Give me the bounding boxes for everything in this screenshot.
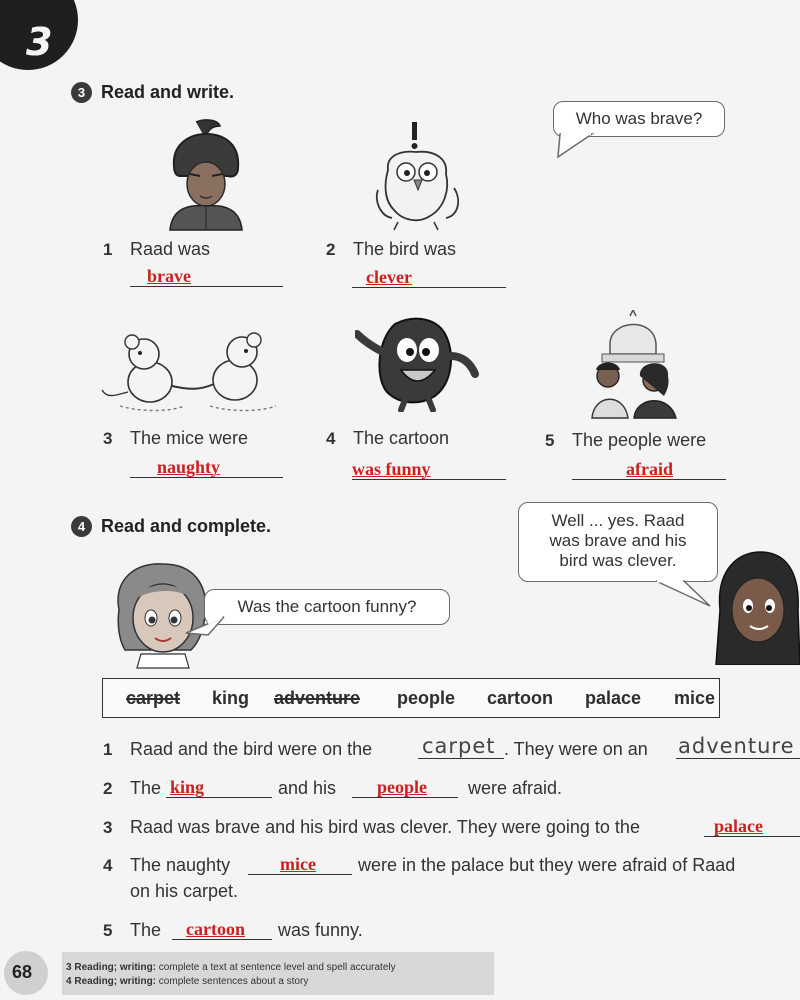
answer-text: mice — [280, 854, 316, 874]
sentence-number: 3 — [103, 818, 113, 837]
footer-band — [62, 952, 494, 995]
speech-bubble-tail — [182, 615, 226, 637]
sentence-number: 2 — [103, 779, 113, 798]
mice-illustration — [100, 320, 285, 415]
sentence-number: 5 — [103, 921, 113, 940]
answer-text: brave — [147, 266, 191, 286]
speech-bubble-line: Well ... yes. Raad — [551, 511, 685, 530]
item-text: The mice were — [130, 428, 249, 448]
item-number: 2 — [326, 240, 336, 259]
answer-text: was funny — [352, 459, 431, 479]
sentence-text: The — [130, 778, 162, 798]
item-text: The bird was — [353, 239, 457, 259]
people-illustration — [590, 310, 700, 420]
answer-text: clever — [366, 267, 412, 287]
sentence-text: was funny. — [278, 920, 363, 940]
sentence-text: on his carpet. — [130, 881, 239, 901]
word-bank-item-king: king — [212, 688, 250, 708]
word-bank-item-mice: mice — [674, 688, 716, 708]
item-number: 4 — [326, 429, 336, 448]
footer-objective-number: 4 — [66, 976, 72, 987]
bird-illustration — [370, 120, 470, 232]
word-bank-item-people: people — [397, 688, 456, 708]
speech-bubble-woman — [518, 502, 718, 582]
word-bank-item-carpet: carpet — [126, 688, 181, 708]
cartoon-illustration — [355, 312, 480, 412]
speech-bubble-line: bird was clever. — [559, 551, 677, 570]
unit-number: 3 — [26, 20, 53, 64]
word-bank-item-palace: palace — [585, 688, 642, 708]
answer-text: naughty — [157, 457, 221, 477]
sentence-text: The — [130, 920, 162, 940]
sentence-text: Raad was brave and his bird was clever. They were going to the — [130, 817, 640, 837]
woman-illustration — [712, 550, 800, 665]
speech-bubble-girl — [204, 589, 450, 625]
sentence-text: were in the palace but they were afraid of Raad — [358, 855, 736, 875]
handwritten-answer: carpet — [422, 734, 496, 758]
answer-text: afraid — [626, 459, 673, 479]
speech-bubble-text: Who was brave? — [575, 109, 703, 128]
item-text: Raad was — [130, 239, 211, 259]
answer-text: cartoon — [186, 919, 245, 939]
exercise-4-number: 4 — [71, 516, 92, 537]
footer-objective-2 — [66, 976, 308, 987]
speech-bubble-tail — [556, 133, 596, 159]
speech-bubble-text: Was the cartoon funny? — [237, 597, 417, 616]
speech-bubble-line: was brave and his — [549, 531, 687, 550]
item-number: 3 — [103, 429, 113, 448]
page-number: 68 — [12, 962, 33, 982]
word-bank-item-adventure: adventure — [274, 688, 361, 708]
item-number: 1 — [103, 240, 113, 259]
exercise-4-title: Read and complete. — [101, 516, 272, 536]
item-text: The cartoon — [353, 428, 450, 448]
answer-text: palace — [714, 816, 763, 836]
answer-text: people — [377, 777, 428, 797]
item-number: 5 — [545, 431, 555, 450]
speech-bubble-who-was-brave — [553, 101, 725, 137]
answer-text: king — [170, 777, 205, 797]
footer-objective-1 — [66, 962, 396, 973]
speech-bubble-tail — [654, 580, 714, 608]
handwritten-answer: adventure — [678, 734, 795, 758]
sentence-text: . They were on an — [504, 739, 648, 759]
sentence-text: The naughty — [130, 855, 231, 875]
footer-objective-text: complete sentences about a story — [158, 976, 309, 987]
footer-objective-skill: Reading; writing: — [74, 976, 157, 987]
footer-objective-skill: Reading; writing: — [74, 962, 157, 973]
item-text: The people were — [572, 430, 707, 450]
sentence-text: were afraid. — [468, 778, 563, 798]
footer-objective-text: complete a text at sentence level and spell accurately — [158, 962, 396, 973]
sentence-text: and his — [278, 778, 337, 798]
sentence-number: 1 — [103, 740, 113, 759]
raad-illustration — [160, 118, 250, 233]
exercise-3-title: Read and write. — [101, 82, 235, 102]
sentence-number: 4 — [103, 856, 113, 875]
footer-objective-number: 3 — [66, 962, 72, 973]
word-bank-item-cartoon: cartoon — [487, 688, 554, 708]
sentence-text: Raad and the bird were on the — [130, 739, 373, 759]
exercise-3-number: 3 — [71, 82, 92, 103]
